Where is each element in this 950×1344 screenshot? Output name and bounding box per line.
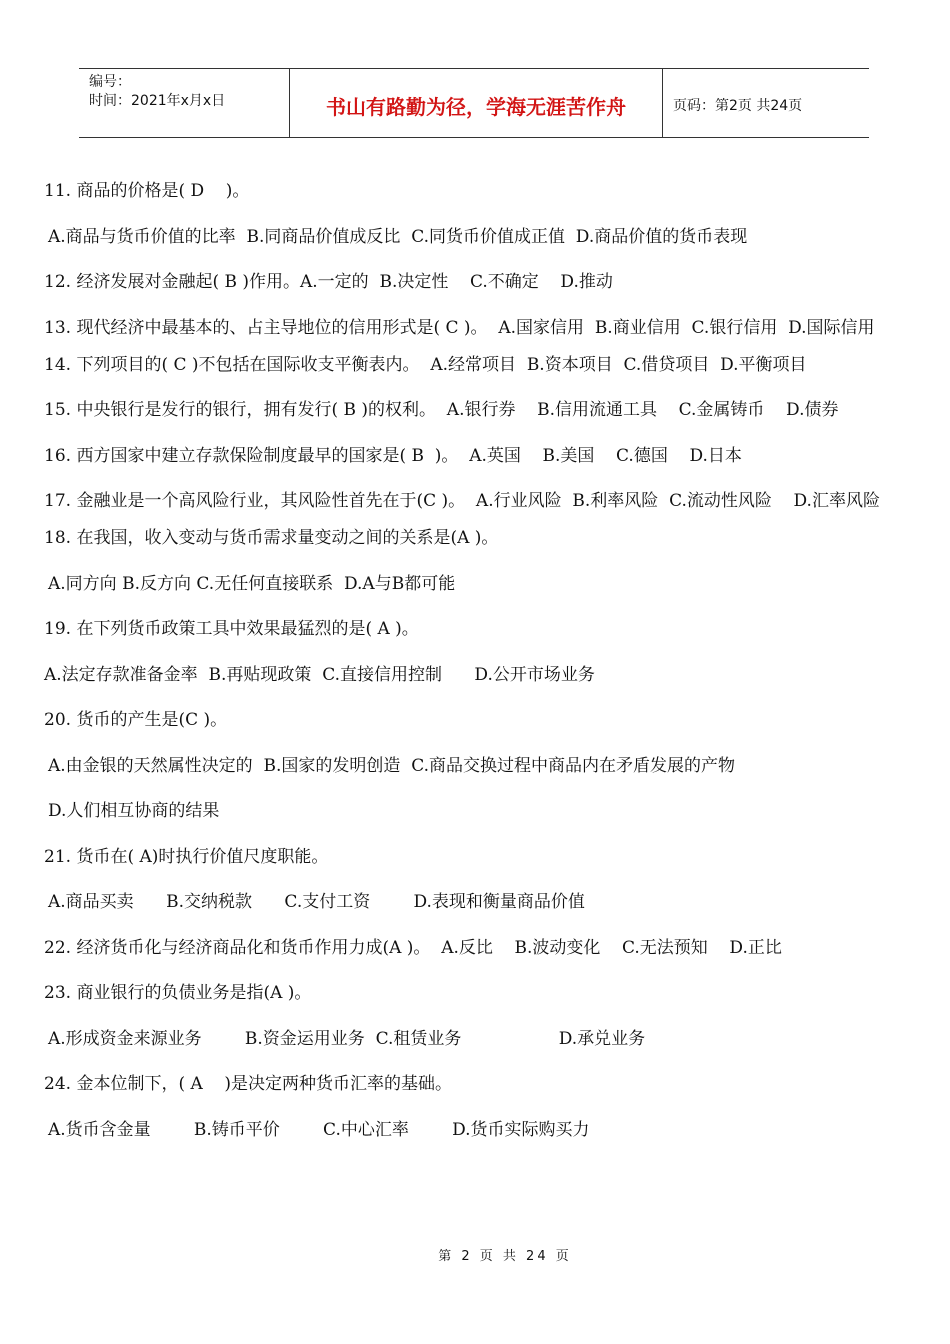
question-stem: 12. 经济发展对金融起( B )作用。A.一定的 B.决定性 C.不确定 D.推动 xyxy=(44,272,613,292)
question-stem: 21. 货币在( A)时执行价值尺度职能。 xyxy=(44,846,329,867)
page-number-label: 页码：第2页 共24页 xyxy=(673,98,803,114)
page-footer: 第 2 页 共 24 页 xyxy=(438,1249,572,1264)
question-stem: 13. 现代经济中最基本的、占主导地位的信用形式是( C )。 A.国家信用 B.商业信用 C.银行信用 D.国际信用 xyxy=(44,317,875,338)
answer-options: A.商品买卖 B.交纳税款 C.支付工资 D.表现和衡量商品价值 xyxy=(48,892,585,912)
motto-text: 书山有路勤为径，学海无涯苦作舟 xyxy=(326,94,626,119)
header-page-info xyxy=(663,69,869,137)
question-stem: 16. 西方国家中建立存款保险制度最早的国家是( B )。 A.英国 B.美国 C.德国 D.日本 xyxy=(44,445,742,466)
question-stem: 23. 商业银行的负债业务是指(A )。 xyxy=(44,983,312,1003)
question-list xyxy=(44,176,904,1160)
question-stem: 18. 在我国，收入变动与货币需求量变动之间的关系是(A )。 xyxy=(44,528,499,548)
question-stem: 22. 经济货币化与经济商品化和货币作用力成(A )。 A.反比 B.波动变化 C.无法预知 D.正比 xyxy=(44,937,782,958)
answer-options: A.同方向 B.反方向 C.无任何直接联系 D.A与B都可能 xyxy=(48,573,456,594)
answer-options: A.由金银的天然属性决定的 B.国家的发明创造 C.商品交换过程中商品内在矛盾发展的产物 xyxy=(48,755,735,776)
question-stem: 19. 在下列货币政策工具中效果最猛烈的是( A )。 xyxy=(44,619,419,639)
page-header xyxy=(79,68,869,138)
question-stem: 14. 下列项目的( C )不包括在国际收支平衡表内。 A.经常项目 B.资本项目 C.借贷项目 D.平衡项目 xyxy=(44,354,807,375)
question-stem: 17. 金融业是一个高风险行业，其风险性首先在于(C )。 A.行业风险 B.利率风险 C.流动性风险 D.汇率风险 xyxy=(44,491,880,511)
answer-options: A.商品与货币价值的比率 B.同商品价值成反比 C.同货币价值成正值 D.商品价值的货币表现 xyxy=(48,226,748,247)
header-motto xyxy=(290,69,663,137)
question-stem: 11. 商品的价格是( D )。 xyxy=(44,181,250,201)
doc-number-label: 编号： xyxy=(89,74,131,90)
answer-options: D.人们相互协商的结果 xyxy=(48,801,220,821)
doc-time-label: 时间：2021年x月x日 xyxy=(89,93,226,109)
header-meta xyxy=(79,69,290,137)
question-stem: 24. 金本位制下，( A )是决定两种货币汇率的基础。 xyxy=(44,1074,452,1094)
answer-options: A.法定存款准备金率 B.再贴现政策 C.直接信用控制 D.公开市场业务 xyxy=(44,664,595,685)
question-stem: 20. 货币的产生是(C )。 xyxy=(44,710,228,730)
question-stem: 15. 中央银行是发行的银行，拥有发行( B )的权利。 A.银行券 B.信用流通工具 C.金属铸币 D.债券 xyxy=(44,400,839,420)
answer-options: A.货币含金量 B.铸币平价 C.中心汇率 D.货币实际购买力 xyxy=(48,1119,590,1140)
answer-options: A.形成资金来源业务 B.资金运用业务 C.租赁业务 D.承兑业务 xyxy=(48,1028,646,1049)
